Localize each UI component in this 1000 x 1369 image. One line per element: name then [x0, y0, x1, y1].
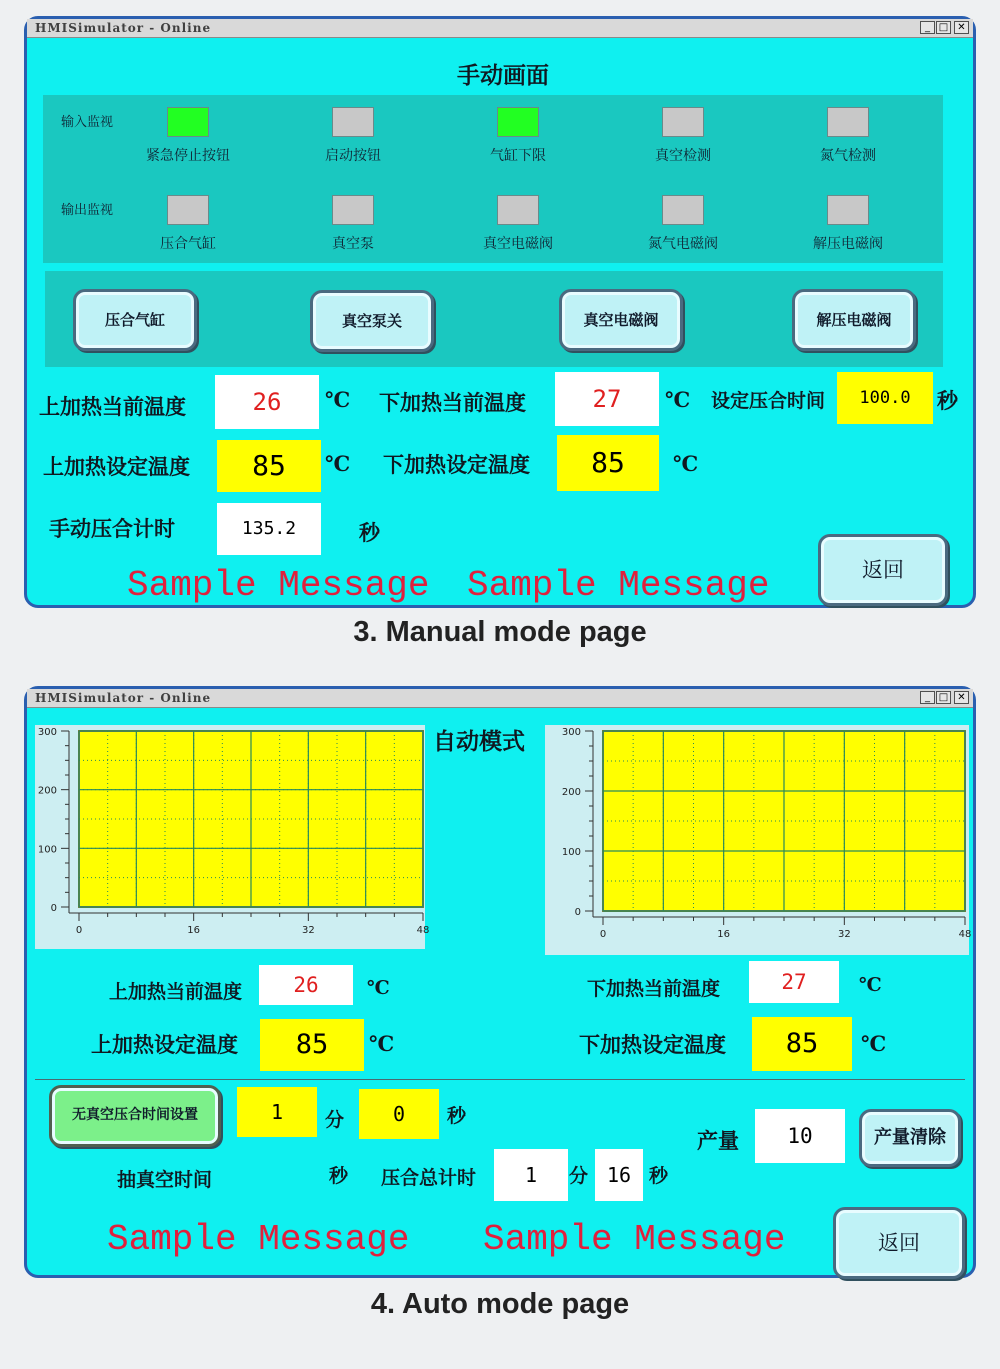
minimize-icon[interactable]: _	[920, 691, 935, 704]
press-cylinder-button[interactable]: 压合气缸	[73, 289, 197, 351]
no-vacuum-time-setting-button[interactable]: 无真空压合时间设置	[49, 1085, 221, 1147]
input-indicator-2	[497, 107, 539, 137]
maximize-icon[interactable]: □	[936, 691, 951, 704]
unit-min: 分	[569, 1165, 589, 1187]
auto-titlebar	[27, 689, 973, 708]
y-tick-label: 0	[574, 907, 581, 918]
output-label-1: 真空泵	[332, 236, 374, 252]
upper-set-temp-value[interactable]: 85	[217, 440, 321, 492]
y-tick-label: 0	[50, 903, 57, 914]
y-tick-label: 200	[561, 787, 581, 798]
press-time-value[interactable]: 100.0	[837, 372, 933, 424]
upper-current-temp-label: 上加热当前温度	[109, 981, 243, 1003]
x-tick-label: 48	[958, 929, 972, 940]
y-tick-label: 200	[37, 785, 57, 797]
lower-set-temp-label: 下加热设定温度	[579, 1032, 726, 1057]
lower-set-temp-label: 下加热设定温度	[383, 452, 530, 477]
no-vacuum-min-value[interactable]: 1	[237, 1087, 317, 1137]
window-title: HMISimulator - Online	[35, 21, 212, 35]
x-tick-label: 0	[599, 929, 607, 940]
unit-c: ℃	[367, 977, 390, 999]
lower-temp-chart	[545, 725, 972, 955]
output-label-4: 解压电磁阀	[813, 236, 883, 252]
input-indicator-1	[332, 107, 374, 137]
auto-window	[24, 686, 976, 1278]
sample-message: Sample Message	[107, 1219, 410, 1260]
output-indicator-0	[167, 195, 209, 225]
total-sec-value: 16	[595, 1149, 643, 1201]
lower-set-temp-value[interactable]: 85	[752, 1017, 852, 1071]
back-button[interactable]: 返回	[818, 534, 948, 606]
caption-auto: 4. Auto mode page	[370, 1288, 630, 1320]
sample-message: Sample Message	[127, 565, 430, 606]
unit-min: 分	[325, 1109, 345, 1131]
unit-c: ℃	[325, 451, 351, 476]
unit-c: ℃	[859, 974, 882, 996]
clear-output-button[interactable]: 产量清除	[859, 1109, 961, 1167]
x-tick-label: 32	[301, 925, 315, 936]
x-tick-label: 0	[75, 925, 83, 936]
input-label-1: 启动按钮	[325, 148, 381, 164]
manual-titlebar	[27, 19, 973, 38]
vacuum-pump-off-button[interactable]: 真空泵关	[310, 290, 434, 352]
y-tick-label: 100	[37, 844, 57, 856]
output-indicator-3	[662, 195, 704, 225]
release-valve-button[interactable]: 解压电磁阀	[792, 289, 916, 351]
unit-s: 秒	[359, 520, 380, 545]
sample-message: Sample Message	[483, 1219, 786, 1260]
upper-current-temp-label: 上加热当前温度	[39, 394, 186, 419]
input-label-2: 气缸下限	[490, 148, 546, 164]
x-tick-label: 16	[187, 925, 201, 936]
page-title: 自动模式	[433, 728, 525, 755]
lower-current-temp-label: 下加热当前温度	[587, 978, 721, 1000]
upper-set-temp-label: 上加热设定温度	[43, 454, 190, 479]
upper-current-temp-value: 26	[259, 965, 353, 1005]
unit-c: ℃	[665, 387, 691, 412]
lower-current-temp-label: 下加热当前温度	[379, 390, 526, 415]
output-label: 产量	[697, 1128, 739, 1153]
output-indicator-1	[332, 195, 374, 225]
manual-timer-value: 135.2	[217, 503, 321, 555]
lower-current-temp-value: 27	[749, 961, 839, 1003]
vacuum-time-label: 抽真空时间	[117, 1169, 213, 1191]
close-icon[interactable]: ✕	[954, 691, 969, 704]
manual-timer-label: 手动压合计时	[49, 516, 175, 541]
output-label-0: 压合气缸	[160, 236, 216, 252]
vacuum-valve-button[interactable]: 真空电磁阀	[559, 289, 683, 351]
input-indicator-4	[827, 107, 869, 137]
y-tick-label: 300	[561, 727, 581, 738]
output-label-2: 真空电磁阀	[483, 236, 553, 252]
close-icon[interactable]: ✕	[954, 21, 969, 34]
output-indicator-4	[827, 195, 869, 225]
x-tick-label: 16	[717, 929, 731, 940]
manual-window	[24, 16, 976, 608]
press-time-label: 设定压合时间	[711, 390, 826, 412]
unit-s: 秒	[329, 1165, 349, 1187]
input-label-4: 氮气检测	[820, 148, 876, 164]
upper-set-temp-value[interactable]: 85	[260, 1019, 364, 1071]
lower-set-temp-value[interactable]: 85	[557, 435, 659, 491]
output-value: 10	[755, 1109, 845, 1163]
lower-current-temp-value: 27	[555, 372, 659, 426]
unit-c: ℃	[861, 1031, 887, 1056]
minimize-icon[interactable]: _	[920, 21, 935, 34]
upper-temp-chart	[35, 725, 430, 949]
caption-manual: 3. Manual mode page	[353, 616, 647, 648]
input-indicator-3	[662, 107, 704, 137]
unit-s: 秒	[447, 1105, 467, 1127]
total-min-value: 1	[494, 1149, 568, 1201]
page-title: 手动画面	[457, 62, 549, 89]
x-tick-label: 32	[837, 929, 851, 940]
input-monitor-label: 输入监视	[61, 115, 114, 130]
unit-s: 秒	[937, 388, 958, 413]
window-title: HMISimulator - Online	[35, 691, 212, 705]
output-monitor-label: 输出监视	[61, 203, 114, 218]
unit-s: 秒	[649, 1165, 669, 1187]
y-tick-label: 100	[561, 847, 581, 858]
total-timer-label: 压合总计时	[381, 1167, 477, 1189]
upper-set-temp-label: 上加热设定温度	[91, 1032, 238, 1057]
unit-c: ℃	[325, 387, 351, 412]
upper-current-temp-value: 26	[215, 375, 319, 429]
unit-c: ℃	[673, 451, 699, 476]
no-vacuum-sec-value[interactable]: 0	[359, 1089, 439, 1139]
back-button[interactable]: 返回	[833, 1207, 965, 1279]
input-label-0: 紧急停止按钮	[146, 148, 230, 164]
x-tick-label: 48	[416, 925, 430, 936]
unit-c: ℃	[369, 1031, 395, 1056]
divider	[35, 1079, 965, 1080]
output-label-3: 氮气电磁阀	[648, 236, 718, 252]
y-tick-label: 300	[37, 727, 57, 738]
input-indicator-0	[167, 107, 209, 137]
sample-message: Sample Message	[467, 565, 770, 606]
maximize-icon[interactable]: □	[936, 21, 951, 34]
output-indicator-2	[497, 195, 539, 225]
input-label-3: 真空检测	[655, 148, 711, 164]
